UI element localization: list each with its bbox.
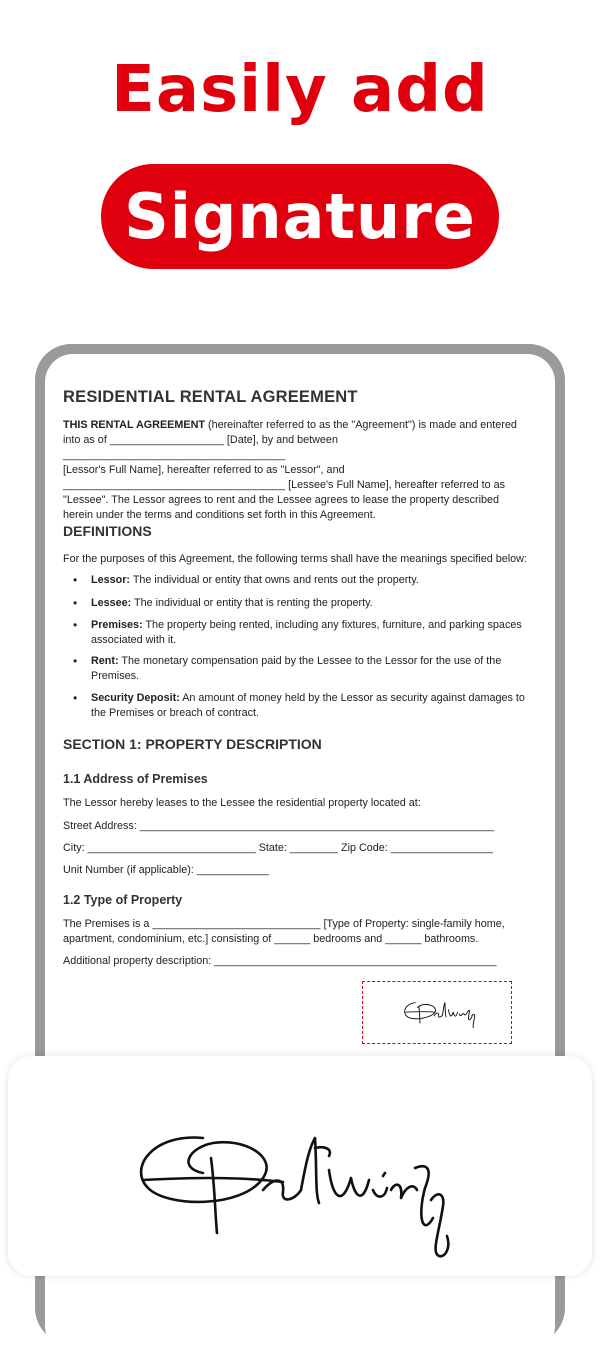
subsection-1-1-text: The Lessor hereby leases to the Lessee the residential property located at: <box>63 797 421 809</box>
drawn-signature <box>133 1108 453 1258</box>
street-address-field[interactable]: Street Address: ___________________________________________________________ <box>63 820 495 832</box>
signature-badge-label: Signature <box>124 180 476 253</box>
document-title: RESIDENTIAL RENTAL AGREEMENT <box>63 388 358 406</box>
additional-description-field[interactable]: Additional property description: _______________________________________________ <box>63 955 497 967</box>
headline: Easily add <box>111 53 489 127</box>
definitions-heading: DEFINITIONS <box>63 523 152 539</box>
placed-signature-drawing <box>401 992 477 1030</box>
section1-heading: SECTION 1: PROPERTY DESCRIPTION <box>63 736 322 752</box>
intro-paragraph: THIS RENTAL AGREEMENT (hereinafter referred to as the "Agreement") is made and entered into as of ___________________ [Date], by and between _____________________________________ [Lessor's Full Name], hereafter referred to as "Lessor", and _____________________________________ [Lessee's Full Name], hereafter referred to as "Lessee". The Lessor agrees to rent and the Lessee agrees to lease the property described herein under the terms and conditions set forth in this Agreement. <box>63 419 517 521</box>
subsection-1-2-heading: 1.2 Type of Property <box>63 893 183 907</box>
placed-signature-box[interactable] <box>362 981 512 1044</box>
signature-pad[interactable] <box>8 1056 592 1276</box>
signature-badge <box>101 164 499 269</box>
definitions-intro: For the purposes of this Agreement, the following terms shall have the meanings specified below: <box>63 553 527 565</box>
subsection-1-1-heading: 1.1 Address of Premises <box>63 772 208 786</box>
document-viewer[interactable]: RESIDENTIAL RENTAL AGREEMENT THIS RENTAL AGREEMENT (hereinafter referred to as the "Agreement") is made and entered into as of ___________________ [Date], by and between _____________________________________ [Lessor's Full Name], hereafter referred to as "Lessor", and _____________________________________ [Lessee's Full Name], hereafter referred to as "Lessee". The Lessor agrees to rent and the Lessee agrees to lease the property described herein under the terms and conditions set forth in this Agreement. DEFINITIONS For the purposes of this Agreement, the following terms shall have the meanings specified below: • Lessor: The individual or entity that owns and rents out the property. • Lessee: The individual or entity that is renting the property. • Premises: The property being rented, including any fixtures, furniture, and parking spaces associated with it. • Rent: The monetary compensation paid by the Lessee to the Lessor for the use of the Premises. • Security Deposit: An amount of money held by the Lessor as security against damages to the Premises or breach of contract. SECTION 1: PROPERTY DESCRIPTION 1.1 Address of Premises The Lessor hereby leases to the Lessee the residential property located at: Street Address: ___________________________________________________________ City: ____________________________ State: ________ Zip Code: _________________ Unit Number (if applicable): ____________ 1.2 Type of Property The Premises is a ____________________________ [Type of Property: single-family home, apartment, condominium, etc.] consisting of ______ bedrooms and ______ bathrooms. Additional property description: _______________________________________________ <box>45 354 555 1354</box>
property-type-paragraph: The Premises is a ____________________________ [Type of Property: single-family home, apartment, condominium, etc.] consisting of ______ bedrooms and ______ bathrooms. <box>63 918 505 945</box>
city-state-zip-fields[interactable]: City: ____________________________ State: ________ Zip Code: _________________ <box>63 842 493 854</box>
unit-number-field[interactable]: Unit Number (if applicable): ____________ <box>63 864 269 876</box>
